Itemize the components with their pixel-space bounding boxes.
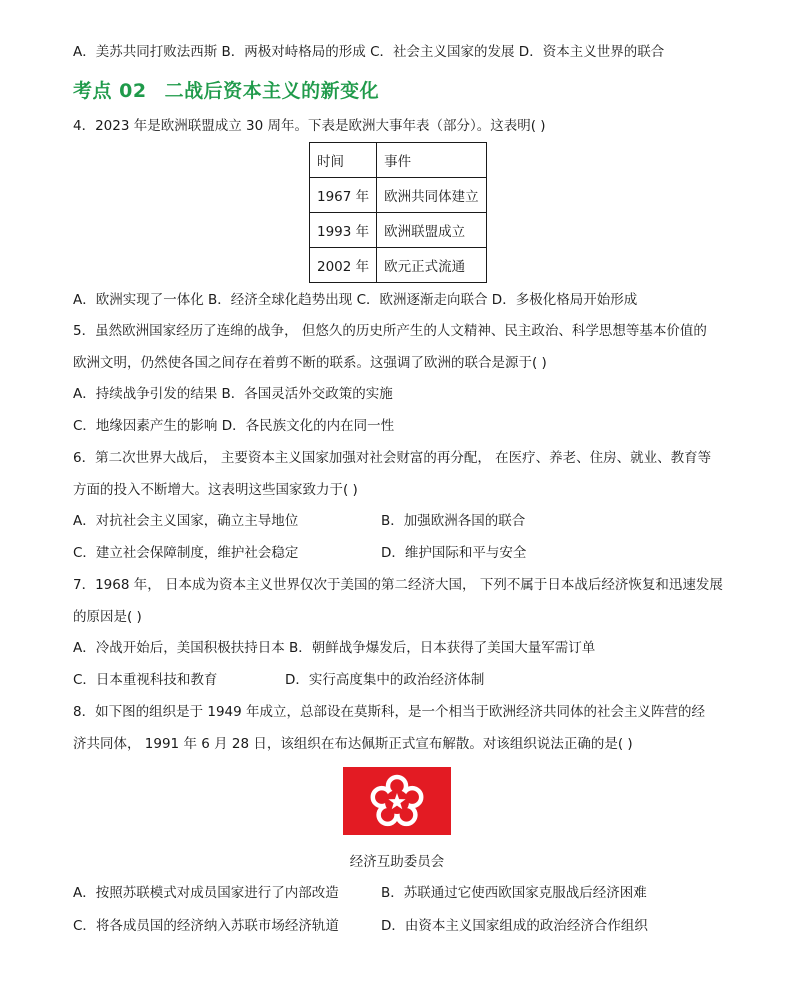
q6-option-b: B．加强欧洲各国的联合 — [381, 513, 526, 529]
q6-stem-line1: 6．第二次世界大战后， 主要资本主义国家加强对社会财富的再分配， 在医疗、养老、住房、就业、教育等 — [73, 450, 712, 466]
table-cell-time: 1967 年 — [310, 178, 377, 213]
q8-option-d: D．由资本主义国家组成的政治经济合作组织 — [381, 918, 648, 934]
q5-options-cd: C．地缘因素产生的影响 D．各民族文化的内在同一性 — [73, 418, 395, 434]
table-header-row — [310, 143, 487, 178]
q4-options: A．欧洲实现了一体化 B．经济全球化趋势出现 C．欧洲逐渐走向联合 D．多极化格局开始形成 — [73, 292, 638, 308]
table-row — [310, 248, 487, 283]
q8-option-c: C．将各成员国的经济纳入苏联市场经济轨道 — [73, 918, 339, 934]
q7-stem-line2: 的原因是( ) — [73, 609, 142, 625]
q7-options-ab: A．冷战开始后，美国积极扶持日本 B．朝鲜战争爆发后，日本获得了美国大量军需订单 — [73, 640, 596, 656]
section-heading — [73, 76, 379, 103]
q6-option-d: D．维护国际和平与安全 — [381, 545, 527, 561]
q8-stem-line1: 8．如下图的组织是于 1949 年成立，总部设在莫斯科，是一个相当于欧洲经济共同体的社会主义阵营的经 — [73, 704, 706, 720]
q6-stem-line2: 方面的投入不断增大。这表明这些国家致力于( ) — [73, 482, 358, 498]
table-cell-event: 欧洲共同体建立 — [377, 178, 487, 213]
table-cell-event: 欧元正式流通 — [377, 248, 487, 283]
q7-stem-line1: 7．1968 年， 日本成为资本主义世界仅次于美国的第二经济大国， 下列不属于日本战后经济恢复和迅速发展 — [73, 577, 723, 593]
comecon-emblem-icon — [343, 767, 451, 835]
table-header-event: 事件 — [377, 143, 487, 178]
q4-stem: 4．2023 年是欧洲联盟成立 30 周年。下表是欧洲大事年表（部分）。这表明( ) — [73, 118, 546, 134]
q7-option-c: C．日本重视科技和教育 — [73, 672, 218, 688]
q7-option-d: D．实行高度集中的政治经济体制 — [285, 672, 485, 688]
table-cell-time: 1993 年 — [310, 213, 377, 248]
q8-option-a: A．按照苏联模式对成员国家进行了内部改造 — [73, 885, 339, 901]
q6-option-a: A．对抗社会主义国家，确立主导地位 — [73, 513, 299, 529]
events-table — [309, 142, 487, 283]
table-header-time: 时间 — [310, 143, 377, 178]
section-code: 考点 02 — [73, 80, 147, 102]
q6-option-c: C．建立社会保障制度，维护社会稳定 — [73, 545, 299, 561]
q3-options: A．美苏共同打败法西斯 B．两极对峙格局的形成 C．社会主义国家的发展 D．资本主义世界的联合 — [73, 44, 665, 60]
comecon-flag — [343, 767, 451, 835]
q5-stem-line2: 欧洲文明，仍然使各国之间存在着剪不断的联系。这强调了欧洲的联合是源于( ) — [73, 355, 547, 371]
q5-options-ab: A．持续战争引发的结果 B．各国灵活外交政策的实施 — [73, 386, 393, 402]
table-row — [310, 213, 487, 248]
image-caption: 经济互助委员会 — [349, 854, 445, 870]
section-title: 二战后资本主义的新变化 — [164, 80, 380, 102]
table-cell-event: 欧洲联盟成立 — [377, 213, 487, 248]
q8-stem-line2: 济共同体， 1991 年 6 月 28 日，该组织在布达佩斯正式宣布解散。对该组织说法正确的是( ) — [73, 736, 633, 752]
table-cell-time: 2002 年 — [310, 248, 377, 283]
table-row — [310, 178, 487, 213]
q5-stem-line1: 5．虽然欧洲国家经历了连绵的战争， 但悠久的历史所产生的人文精神、民主政治、科学思想等基本价值的 — [73, 323, 707, 339]
q8-option-b: B．苏联通过它使西欧国家克服战后经济困难 — [381, 885, 647, 901]
